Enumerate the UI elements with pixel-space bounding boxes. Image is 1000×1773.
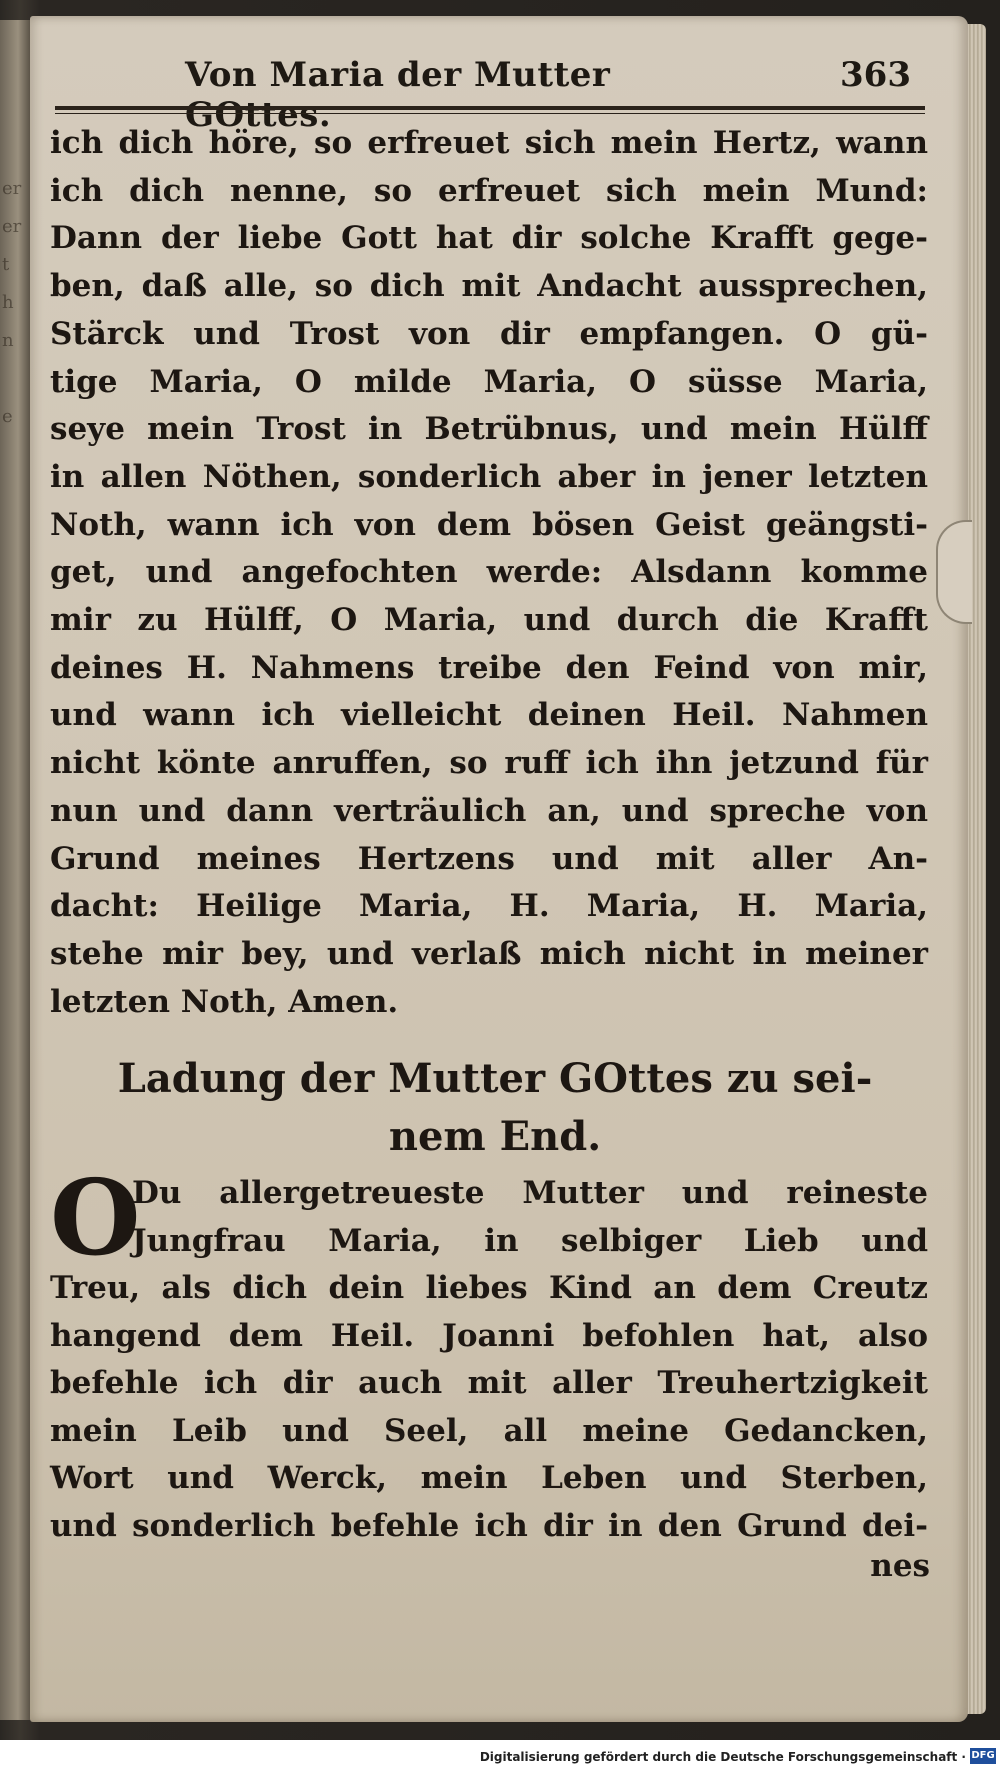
section-heading-line: nem End. xyxy=(388,1113,602,1160)
text-line: hangend dem Heil. Joanni befohlen hat, also xyxy=(50,1317,928,1354)
digitization-credit: Digitalisierung gefördert durch die Deutsche Forschungsgemeinschaft · xyxy=(479,1750,966,1764)
text-line: deines H. Nahmens treibe den Feind von mir, xyxy=(50,649,928,686)
prayer-paragraph xyxy=(50,1156,928,1550)
drop-cap: O xyxy=(50,1156,141,1279)
text-line: Grund meines Hertzens und mit aller An- xyxy=(50,840,928,877)
dfg-logo-icon: DFG xyxy=(970,1748,996,1764)
section-heading-line: Ladung der Mutter GOttes zu sei- xyxy=(117,1055,873,1102)
text-line: Stärck und Trost von dir empfangen. O gü- xyxy=(50,315,928,352)
facing-page-fragment: er er t h n e xyxy=(2,178,22,427)
text-line: Treu, als dich dein liebes Kind an dem Creutz xyxy=(50,1270,928,1306)
text-line: Noth, wann ich von dem bösen Geist geängsti- xyxy=(50,506,928,543)
text-line: ich dich nenne, so erfreuet sich mein Mund: xyxy=(50,172,928,209)
text-line: ich dich höre, so erfreuet sich mein Hertz, wann xyxy=(50,125,928,161)
text-line: nicht könte anruffen, so ruff ich ihn jetzund für xyxy=(50,745,928,782)
text-line: und sonderlich befehle ich dir in den Grund dei- xyxy=(50,1507,928,1544)
text-line: seye mein Trost in Betrübnus, und mein Hülff xyxy=(50,411,928,448)
text-line: nun und dann verträulich an, und spreche von xyxy=(50,792,928,829)
text-line: Jungfrau Maria, in selbiger Lieb und xyxy=(132,1222,928,1259)
text-line: tige Maria, O milde Maria, O süsse Maria, xyxy=(50,363,928,400)
text-line: dacht: Heilige Maria, H. Maria, H. Maria, xyxy=(50,888,928,925)
page-number: 363 xyxy=(840,55,911,95)
header-rule-thin xyxy=(55,113,925,114)
body-paragraph xyxy=(50,120,928,1026)
section-heading xyxy=(60,1050,930,1166)
text-line: stehe mir bey, und verlaß mich nicht in meiner xyxy=(50,935,928,972)
text-line: letzten Noth, Amen. xyxy=(50,983,399,1020)
text-line: ben, daß alle, so dich mit Andacht aussprechen, xyxy=(50,268,928,305)
text-line: befehle ich dir auch mit aller Treuhertzigkeit xyxy=(50,1365,928,1401)
text-line: Du allergetreueste Mutter und reineste xyxy=(132,1175,928,1211)
thumb-tab xyxy=(936,520,972,624)
text-line: mein Leib und Seel, all meine Gedancken, xyxy=(50,1412,928,1449)
text-line: und wann ich vielleicht deinen Heil. Nahmen xyxy=(50,697,928,734)
text-line: mir zu Hülff, O Maria, und durch die Krafft xyxy=(50,602,928,639)
running-title: Von Maria der Mutter GOttes. xyxy=(185,55,611,135)
catchword: nes xyxy=(870,1548,930,1584)
header-rule xyxy=(55,106,925,110)
text-line: Wort und Werck, mein Leben und Sterben, xyxy=(50,1460,928,1496)
facing-page-edge xyxy=(0,20,30,1720)
text-line: get, und angefochten werde: Alsdann komme xyxy=(50,554,928,591)
text-line: in allen Nöthen, sonderlich aber in jener letzten xyxy=(50,458,928,495)
text-line: Dann der liebe Gott hat dir solche Krafft gege- xyxy=(50,220,928,257)
